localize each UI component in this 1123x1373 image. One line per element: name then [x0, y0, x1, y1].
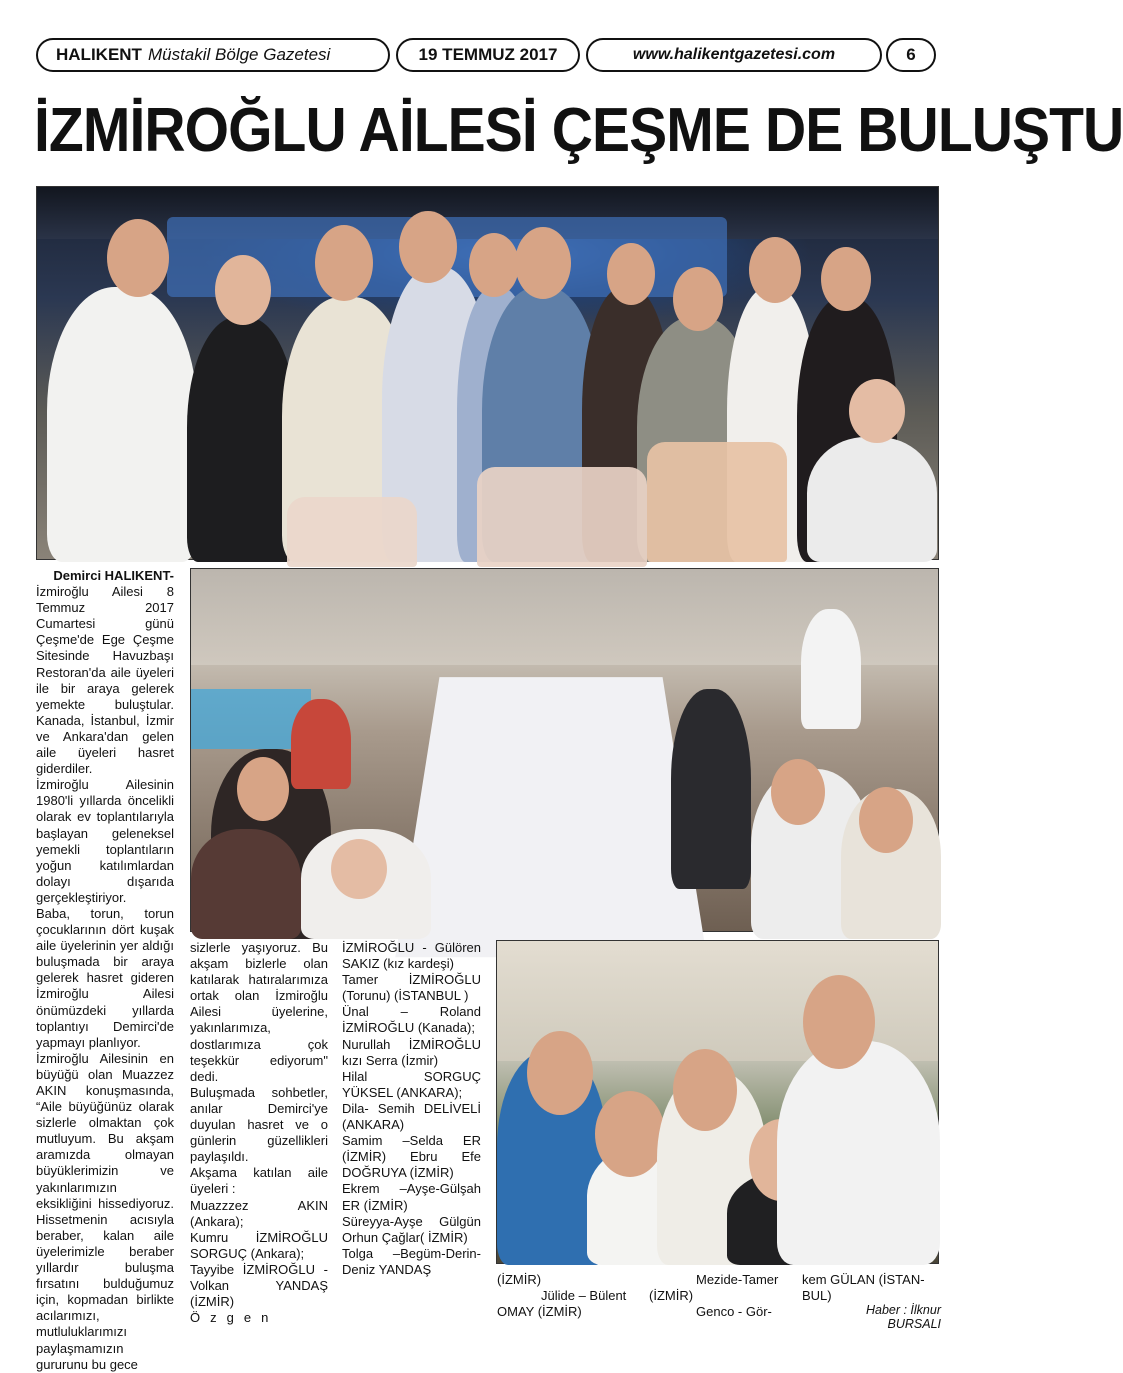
issue-date: 19 TEMMUZ 2017	[396, 38, 580, 72]
bottom-col-4-line-2: Jülide – Bülent	[541, 1288, 627, 1303]
website-link[interactable]: www.halikentgazetesi.com	[586, 38, 882, 72]
page-number: 6	[886, 38, 936, 72]
masthead-paper-name	[36, 38, 390, 72]
paragraph: Buluşmada sohbetler, anılar Demirci'ye duyulan hasret ve o günlerin güzellikleri paylaşıldı.	[190, 1084, 328, 1165]
bottom-col-5-line-2: (İZMİR)	[649, 1288, 694, 1303]
news-credit: Haber : İlknur BURSALI	[865, 1303, 941, 1331]
byline: Demirci HALIKENT-	[53, 568, 174, 583]
paragraph: Ekrem –Ayşe-Gülşah ER (İZMİR)	[342, 1181, 481, 1213]
family-selfie-photo	[496, 940, 939, 1264]
paragraph: Nurullah İZMİROĞLU kızı Serra (İzmir)	[342, 1036, 481, 1068]
paragraph: Süreyya-Ayşe Gülgün Orhun Çağlar( İZMİR)	[342, 1213, 481, 1245]
article-column-1	[36, 568, 174, 1373]
paragraph: Dila- Semih DELİVELİ (ANKARA)	[342, 1100, 481, 1133]
paragraph: Akşama katılan aile üyeleri :	[190, 1165, 328, 1197]
article-headline: İZMİROĞLU AİLESİ ÇEŞME DE BULUŞTU	[34, 96, 1123, 165]
paragraph: Baba, torun, torun çocuklarının dört kuşak aile üyelerinin yer aldığı buluşmada bir araya gelerek hasret gideren İzmiroğlu Ailesi önümüzdeki yıllarda toplantıyı Demirci'de yapmayı planlıyor.	[36, 905, 174, 1050]
paragraph: Muazzzez AKIN (Ankara);	[190, 1197, 328, 1229]
paragraph: Ünal – Roland İZMİROĞLU (Kanada);	[342, 1004, 481, 1036]
paragraph: Özgen	[190, 1310, 279, 1326]
bottom-col-6-line-1: kem GÜLAN (İSTAN-	[802, 1272, 925, 1287]
paragraph: Hilal SORGUÇ YÜKSEL (ANKARA);	[342, 1068, 481, 1100]
paper-subtitle: Müstakil Bölge Gazetesi	[147, 45, 331, 64]
paragraph: Samim –Selda ER (İZMİR) Ebru Efe DOĞRUYA (İZMİR)	[342, 1133, 481, 1181]
family-group-photo	[36, 186, 939, 560]
bottom-col-6-line-2: BUL)	[802, 1288, 832, 1303]
paragraph: İZMİROĞLU - Gülören SAKIZ (kız kardeşi)	[342, 940, 481, 972]
paragraph: Tayyibe İZMİROĞLU - Volkan YANDAŞ (İZMİR)	[190, 1261, 328, 1310]
bottom-col-4-line-1: (İZMİR)	[497, 1272, 542, 1287]
dinner-table-photo	[190, 568, 939, 932]
bottom-col-4-line-3: OMAY (İZMİR)	[497, 1304, 582, 1319]
paragraph: sizlerle yaşıyoruz. Bu akşam bizlerle olan katılarak hatıralarımıza ortak olan İzmiroğlu Ailesi üyelerine, yakınlarımıza, dostlarımıza çok teşekkür ediyorum" dedi.	[190, 940, 328, 1084]
paragraph: İzmiroğlu Ailesinin en büyüğü olan Muazzez AKIN konuşmasında, “Aile büyüğünüz olarak sizlerle olmaktan çok mutluyum. Bu akşam aramızda olmayan büyüklerimizin ve yakınlarımızın eksikliğini hissediyoruz. Hissetmenin acısıyla beraber, kalan aile üyelerimizle beraber yıllardır buluşma fırsatını bulduğumuz için, kopmadan birlikte acılarımızı, mutluluklarımızı paylaşmamızın gururunu bu gece	[36, 1050, 174, 1372]
bottom-col-5-line-3: Genco - Gör-	[696, 1304, 772, 1319]
paragraph: Tolga –Begüm-Derin-Deniz YANDAŞ	[342, 1245, 481, 1277]
paragraph: İzmiroğlu Ailesi 8 Temmuz 2017 Cumartesi günü Çeşme'de Ege Çeşme Sitesinde Havuzbaşı Restoran'da aile üyeleri ile bir araya gelerek yemekte buluştular. Kanada, İstanbul, İzmir ve Ankara'dan gelen aile üyeleri hasret giderdiler.	[36, 584, 174, 777]
paragraph: Kumru İZMİROĞLU SORGUÇ (Ankara);	[190, 1229, 328, 1261]
paragraph: Tamer İZMİROĞLU (Torunu) (İSTANBUL )	[342, 972, 481, 1004]
paper-name: HALIKENT	[56, 45, 142, 64]
bottom-col-5-line-1: Mezide-Tamer	[696, 1272, 779, 1287]
paragraph: İzmiroğlu Ailesinin 1980'li yıllarda öncelikli olarak ev toplantılarıyla başlayan geleneksel yemekli toplantıların yoğun katılımlardan dolayı dışarıda gerçekleştiriyor.	[36, 777, 174, 905]
article-column-3	[342, 940, 481, 1278]
article-column-2	[190, 940, 328, 1326]
